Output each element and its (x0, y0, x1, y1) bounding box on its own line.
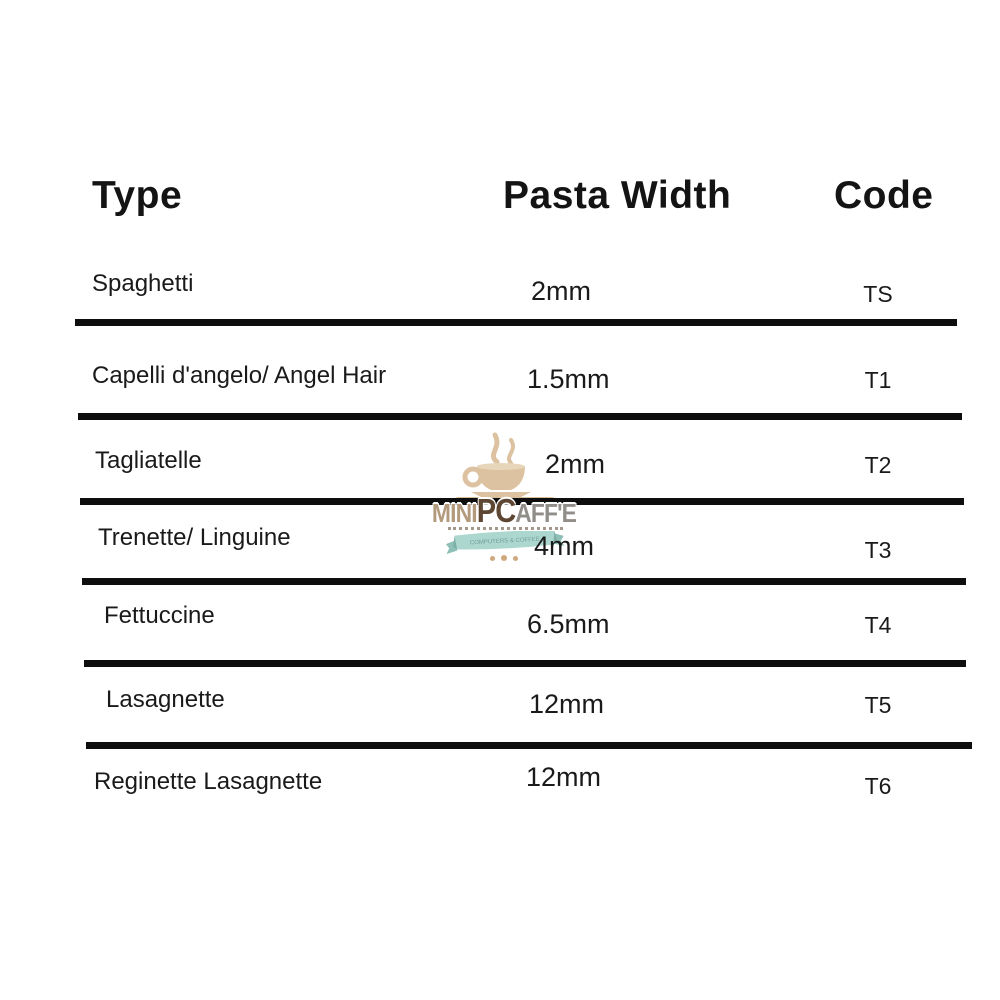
row-separator-line (86, 742, 972, 749)
logo-text-pc: PC (476, 492, 516, 529)
pasta-type: Spaghetti (92, 270, 194, 297)
table-row (0, 362, 1000, 402)
pasta-width: 2mm (531, 276, 591, 306)
row-separator-line (84, 660, 966, 667)
row-separator-line (75, 319, 957, 326)
header-pasta-width: Pasta Width (503, 174, 732, 217)
logo-text-affe: AFF'E (515, 498, 577, 528)
pasta-code: T4 (864, 612, 892, 638)
pasta-width: 1.5mm (527, 364, 610, 394)
pasta-type: Trenette/ Linguine (98, 524, 291, 551)
table-row (0, 524, 1000, 564)
header-code: Code (834, 174, 934, 217)
pasta-type: Fettuccine (104, 602, 215, 629)
table-row (0, 447, 1000, 487)
pasta-width: 4mm (534, 531, 594, 561)
pasta-width: 12mm (526, 762, 602, 792)
header-type: Type (92, 174, 183, 217)
pasta-width: 6.5mm (527, 609, 610, 639)
pasta-code: T6 (864, 773, 892, 799)
svg-text:COMPUTERS & COFFEE: COMPUTERS & COFFEE (469, 536, 541, 547)
logo-text-mini: MINI (431, 498, 477, 528)
pasta-code: TS (863, 281, 893, 307)
row-separator-line (78, 413, 962, 420)
pasta-code: T3 (864, 537, 892, 563)
table-row (0, 602, 1000, 642)
pasta-code: T5 (864, 692, 892, 718)
table-row (0, 762, 1000, 808)
row-separator-line (82, 578, 966, 585)
pasta-code: T1 (864, 367, 892, 393)
pasta-type: Tagliatelle (95, 447, 202, 474)
pasta-type: Reginette Lasagnette (94, 768, 323, 795)
pasta-type: Capelli d'angelo/ Angel Hair (92, 362, 387, 389)
pasta-width: 2mm (545, 449, 605, 479)
pasta-width: 12mm (529, 689, 605, 719)
pasta-code: T2 (864, 452, 892, 478)
table-row (0, 270, 1000, 310)
table-header-row (0, 174, 1000, 224)
pasta-type: Lasagnette (106, 686, 225, 713)
table-row (0, 686, 1000, 726)
